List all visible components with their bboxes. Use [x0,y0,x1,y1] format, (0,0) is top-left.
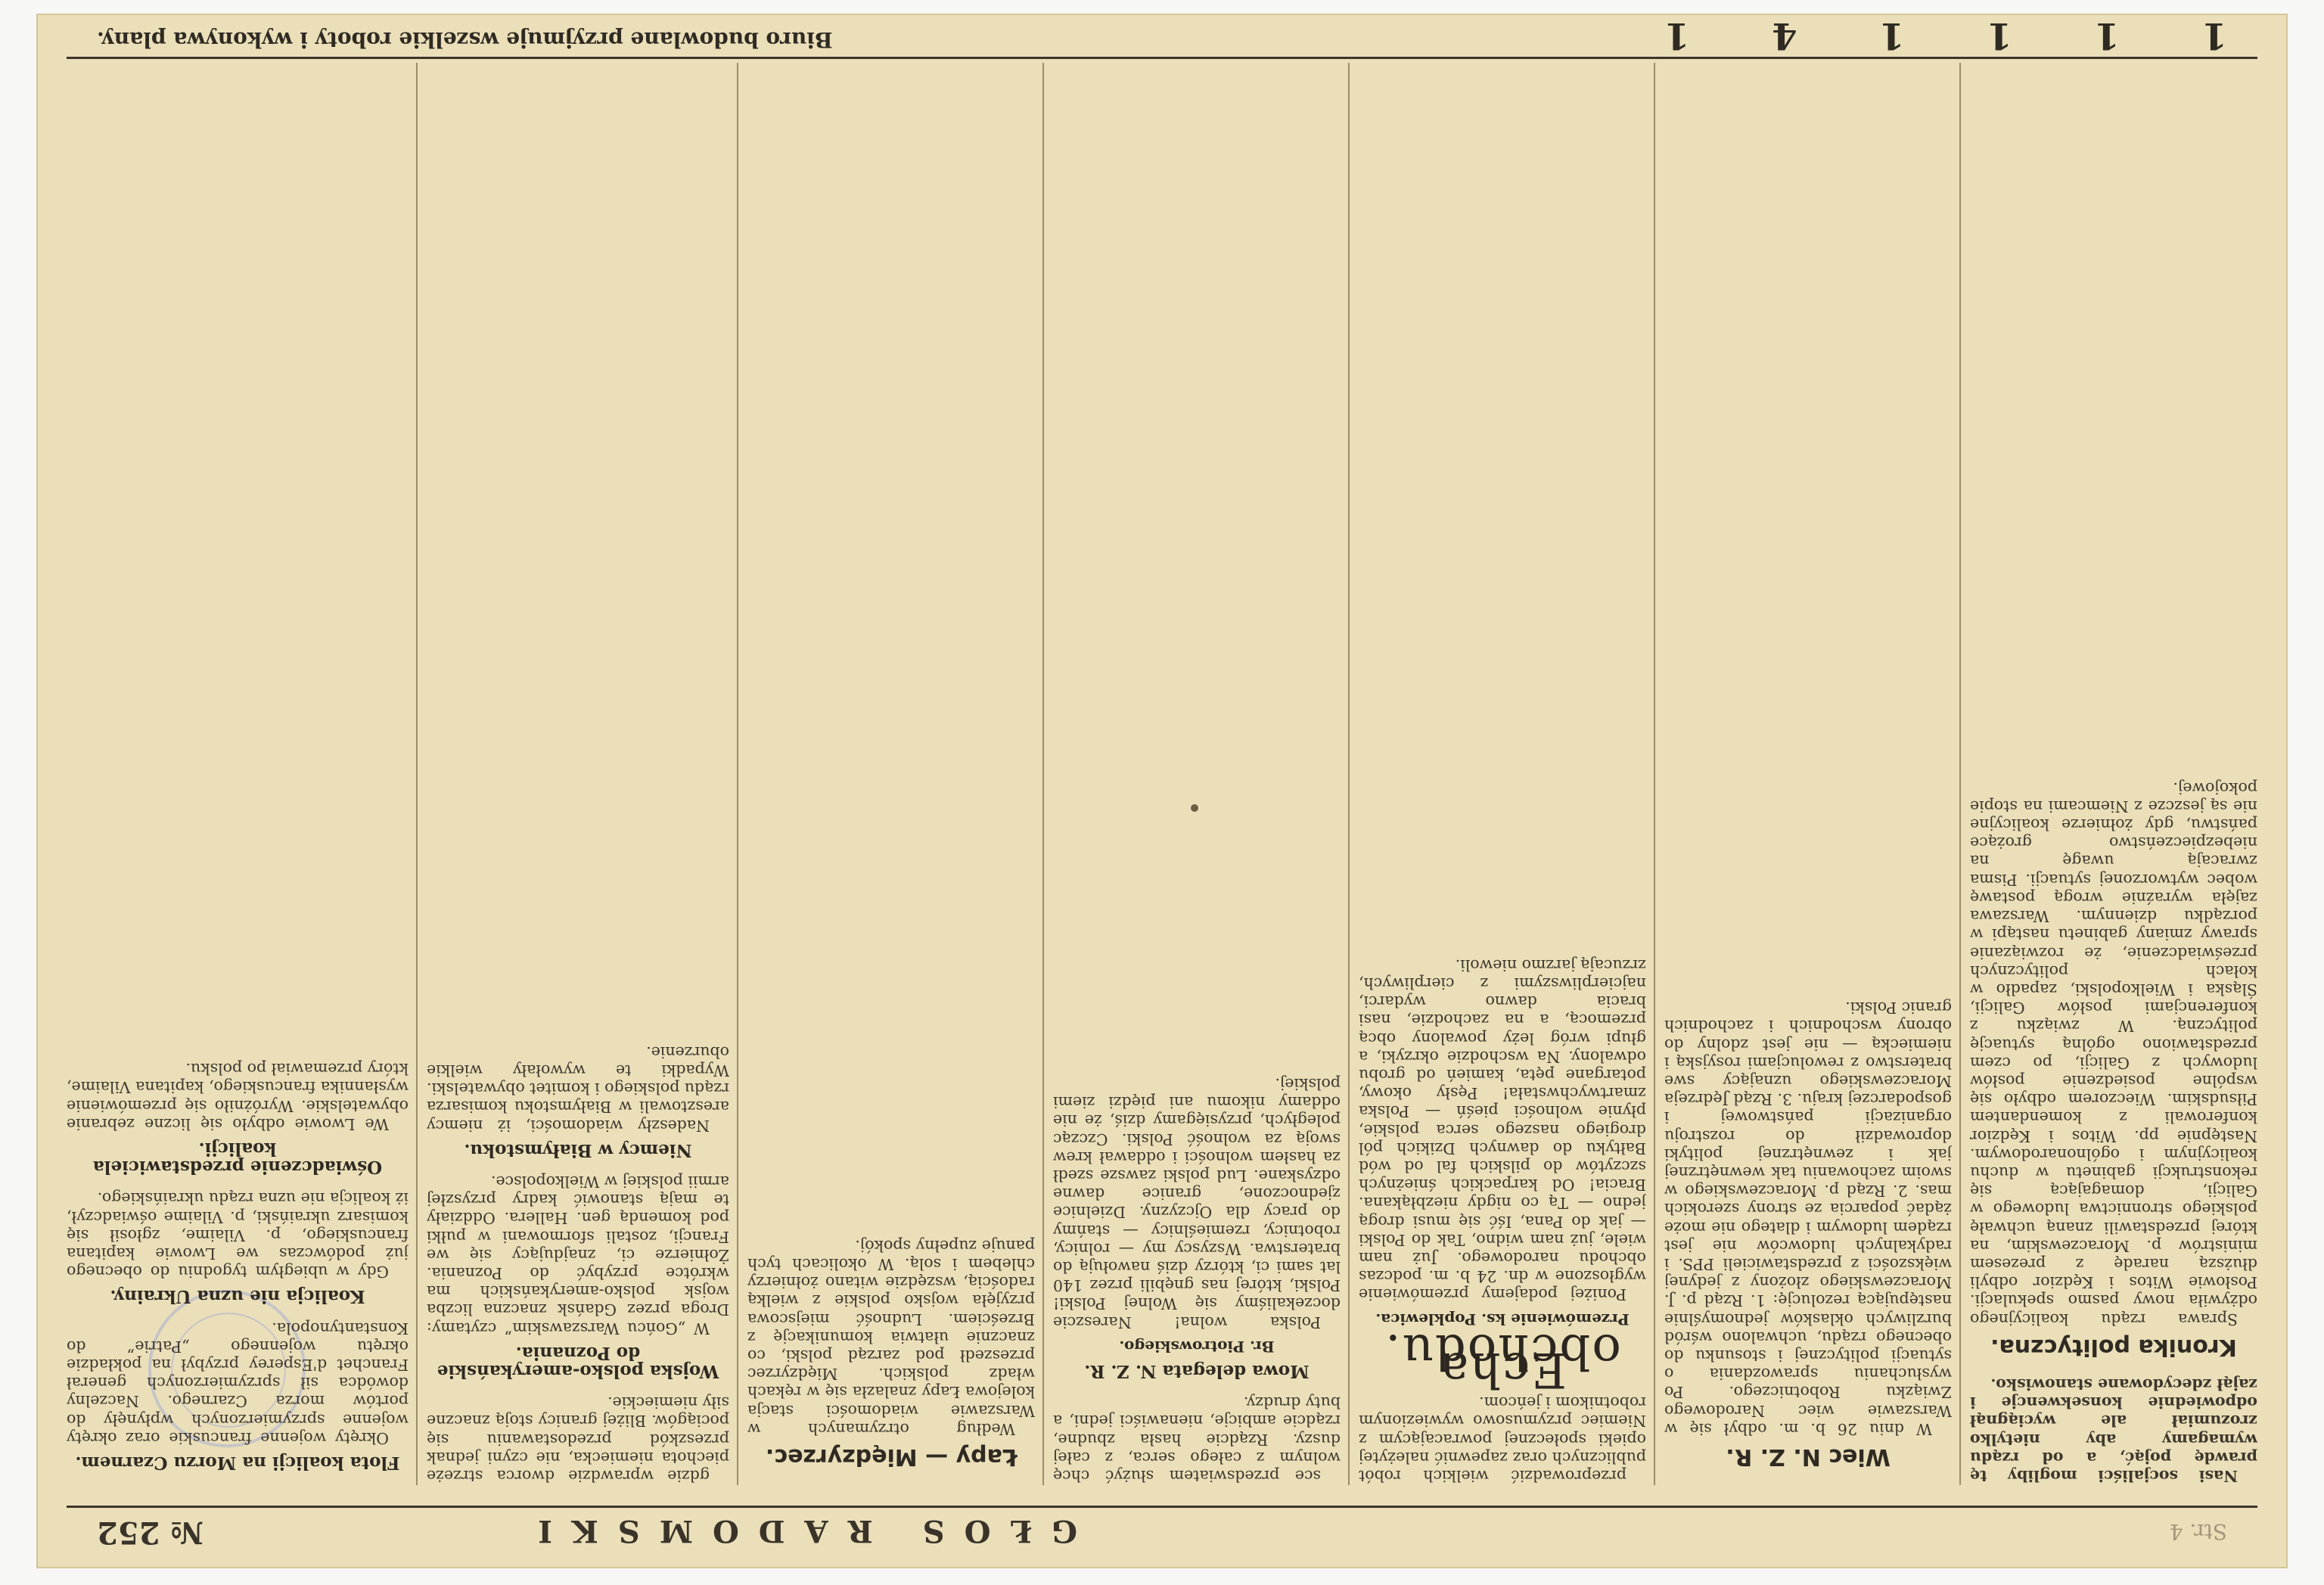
column-7-body-3: We Lwowie odbyło się liczne zebranie obywatelskie. Wyróżniło się przemówienie wysłannika francuskiego, kapitana Vilaime, który przemawiał po polsku. [67,1060,409,1133]
flota-heading: Flota koalicji na Morzu Czarnem. [75,1453,400,1473]
column-1 [1970,63,2257,1485]
column-7-body-2: Gdy w ubiegłym tygodniu do obecnego już podówczas we Lwowie kapitana francuskiego, p. Vilaime, zgłosił się komisarz ukraiński, p. Vilaime oświadczył, iż koalicja nie uzna rządu ukraińskiego. [67,1189,409,1282]
header-faded-date: Str. 4 [2169,1519,2227,1544]
mowa-delegata-subheading: Br. Piotrowskiego. [1119,1337,1275,1356]
inverted-page-content [36,14,2288,1568]
newspaper-page [36,14,2288,1568]
ad-large-letters: 1 1 1 1 4 1 [1630,14,2227,57]
column-5-body: Według otrzymanych w Warszawie wiadomości stacja kolejowa Łapy znalazła się w rękach władz polskich. Międzyrzec przeszedł pod zarząd polski, co znacznie ułatwia komunikację z Brześciem. Ludność miejscowa przyjęła wojsko polskie z wielką radością, wszędzie witano żołnierzy chlebem i solą. W okolicach tych panuje zupełny spokój. [747,1236,1035,1438]
page-fold-mark [1191,804,1198,812]
column-divider [1348,63,1350,1485]
column-divider [737,63,738,1485]
column-7 [67,63,409,1485]
issue-number: № 252 [97,1515,204,1550]
mowa-delegata-heading: Mowa delegata N. Z. R. [1084,1360,1310,1381]
kronika-body: Sprawa rządu koalicyjnego odżywiła nowy pasmo spekulacji. Posłowie Witos i Kędzior odbyli dłuższą naradę z prezesem ministrów p. Moraczewskim, na której przedstawili znaną uchwałę polskiego stronnictwa ludowego w Galicji, domagającą się rekonstrukcji gabinetu w duchu koalicyjnym i ogólnonarodowym. Następnie pp. Witos i Kędzior konferowali z komendantem Piłsudskim. Wieczorem odbyło się wspólne posiedzenie posłów ludowych z Galicji, po czem przedstawiono ogólną sytuację polityczną. W związku z konferencjami posłów Galicji, Śląska i Wielkopolski, zapadło w kołach politycznych przeświadczenie, że rozwiązanie sprawy zmiany gabinetu nastąpi w porządku dziennym. Warszawa zajęła wyraźnie wrogą postawę wobec wytworzonej sytuacji. Pisma zwracają uwagę na niebezpieczeństwo grożące państwu, gdy żołnierze koalicyjne nie są jeszcze z Niemcami na stopie pokojowej. [1970,779,2257,1329]
column-1-lead: Nasi socjaliści mogliby tę prawdę pojąć, a od rządu wymagamy aby nietylko zrozumiał ale wyciągnął odpowiednie konsekwencje i zajął zdecydowane stanowisko. [1970,1375,2257,1485]
wiec-heading: Wiec N. Z. R. [1726,1444,1891,1470]
ad-text: Biuro budowlane przyjmuje wszelkie roboty i wykonywa plany. [97,27,833,52]
koalicja-heading: Koalicja nie uzna Ukrainy. [110,1286,365,1307]
column-4-intro: sce przedswiatem służyć chcę wolnym z całego serca, z całej duszy. Rządcie hasła zbudne, rządcie ambicje, nienawiści jedni, a buty drudzy. [1053,1394,1341,1485]
column-6-body-2: Nadeszły wiadomości, iż niemcy aresztowali w Białymstoku komisarza rządu polskiego i komitet obywatelski. Wypadki te wywołały wielkie oburzenie. [427,1043,729,1135]
column-3-intro: przeprowadzić wielkich robót publicznych oraz zapewnić należytej opieki społecznej powracającym z Niemiec przymusowo wywiezionym robotnikom i jeńcom. [1359,1394,1646,1485]
masthead-title: GŁOS RADOMSKI [518,1513,1077,1549]
column-divider [1654,63,1655,1485]
echa-obchodu-title: Echa obchodu. [1384,1322,1621,1397]
lapy-heading: Łapy — Międzyrzec. [765,1444,1018,1470]
column-5 [747,63,1035,1485]
column-3 [1359,63,1646,1485]
wiec-body: W dniu 26 b. m. odbył się w Warszawie wiec Narodowego Związku Robotniczego. Po wysłuchaniu sprawozdania o sytuacji politycznej i stosunku do obecnego rządu, uchwalono wśród burzliwych oklasków jednomyślnie następującą rezolucję: 1. Rząd p. J. Moraczewskiego złożony z jedynej większości z przedstawicieli PPS. i radykalnych ludowców nie jest rządem ludowym i dlatego nie może żądać poparcia ze strony szerokich mas. 2. Rząd p. Moraczewskiego w swoim zachowaniu tak wewnętrznej jak i zewnętrznej polityki doprowadził do rozstroju organizacji państwowej i gospodarczej kraju. 3. Rząd Jędrzeja Moraczewskiego uznający swe braterstwo z rewolucjami rosyjską i niemiecką — nie jest zdolny do obrony wschodnich i zachodnich granic Polski. [1664,999,1952,1438]
wojska-heading: Wojska polsko-amerykańskie do Poznania. [437,1342,719,1381]
column-6-intro: gdzie wprawdzie dworca strzeże piechota niemiecka, nie czyni jednak przeszkód przedostawaniu się pociągów. Bliżej granicy stoją znaczne siły niemieckie. [427,1394,729,1485]
column-6-body: W „Gońcu Warszawskim” czytamy: Droga przez Gdańsk znaczna liczba wojsk polsko-amerykańskich ma wkrótce przybyć do Poznania. Żołnierze ci, znajdujący się we Francji, zostali sformowani w pułki pod komendą gen. Hallera. Oddziały te mają stanowić kadry przyszłej armii polskiej w Wielkopolsce. [427,1172,729,1338]
column-7-body: Okręty wojenne francuskie oraz okręty wojenne sprzymierzonych wpłynęły do portów morza Czarnego. Naczelny dowódca sił sprzymierzonych generał Franchet d'Esperey przybył na pokładzie okrętu wojennego „Patrie” do Konstantynopola. [67,1319,409,1447]
kronika-heading: Kronika polityczna. [1990,1333,2237,1360]
niemcy-heading: Niemcy w Białymstoku. [464,1139,692,1161]
column-4-body: Polska wolna! Nareszcie doczekaliśmy się Wolnej Polski! Polski, której nas gnębili przez 140 lat sami ci, którzy dziś nawołują do braterstwa. Wszyscy my — rolnicy, robotnicy, rzemieślnicy — stańmy do pracy dla Ojczyzny. Dzielnice zjednoczone, granice dawne odzyskane. Lud polski zawsze szedł za hasłem wolności i oddawał krew swoją za wolność Polski. Czcząc poległych, przysięgamy dziś, że nie oddamy nikomu ani piędzi ziemi polskiej. [1053,1074,1341,1332]
column-divider [1959,63,1961,1485]
przemowienie-heading: Przemówienie ks. Popklewica. [1375,1310,1630,1329]
page-header [67,1506,2257,1553]
column-4 [1053,63,1341,1485]
column-divider [416,63,418,1485]
column-6 [427,63,729,1485]
column-3-body: Poniżej podajemy przemówienie wygłoszone w dn. 24 b. m. podczas obchodu narodowego. Już nam wiele, już nam widno, Tak do Polski — jak do Pana, Iść się musi drogą jedno — Tą co nigdy niezbłąkana. Bracia! Od karpackich śnieżnych szczytów do pilskich fal od wód Bałtyku do dawnych Dzikich pól drogiego naszego serca polskie, płynie wolności pieśń — Polska zmartwychwstała! Pęsły okowy, potargane pęta, kamień od grobu odwalony. Na wschodzie okrzyki, a głupi wróg leży powalony obcą przemocą, a na zachodzie, nasi bracia dawno wydarci, najcierpliwszymi z cierpliwych, zrzucają jarzmo niewoli. [1359,956,1646,1304]
advertisement-strip [67,14,2257,59]
column-divider [1042,63,1044,1485]
column-2 [1664,63,1952,1485]
oswiadczenie-heading: Oświadczenie przedstawiciela koalicji. [92,1138,383,1178]
